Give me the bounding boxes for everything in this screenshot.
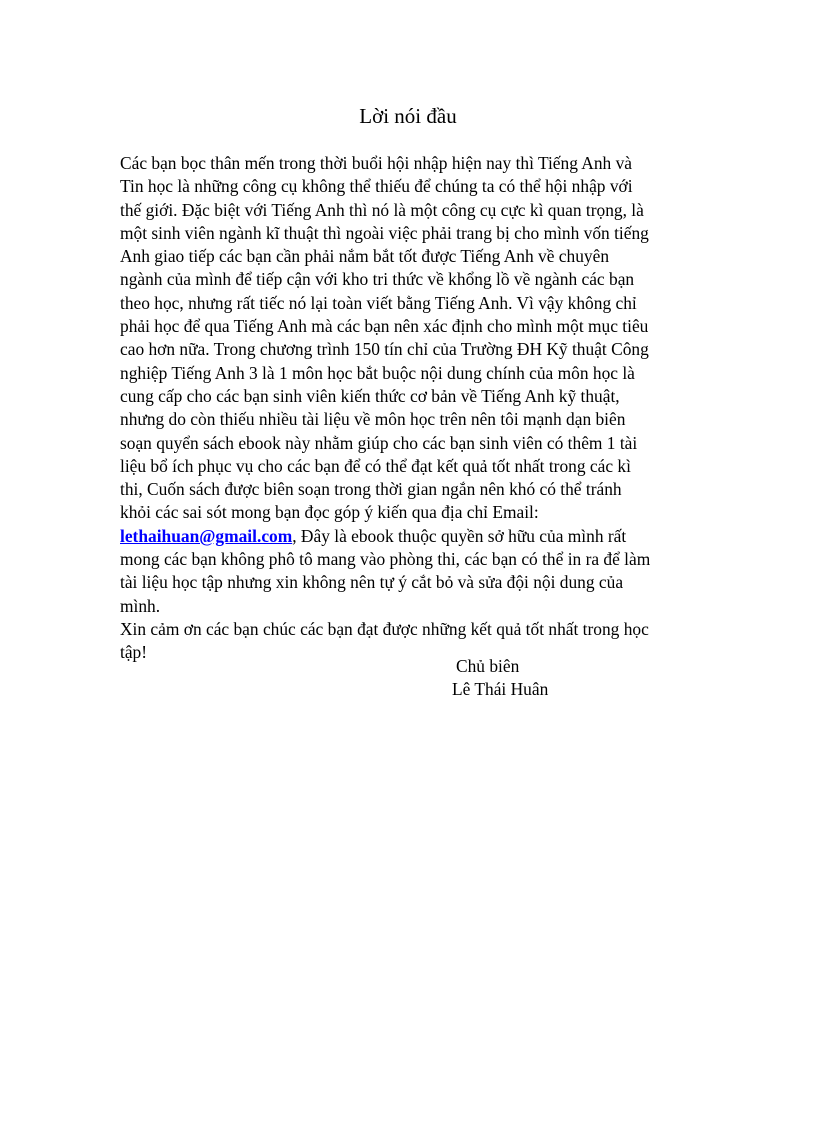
signature-block — [452, 655, 548, 702]
email-link[interactable]: lethaihuan@gmail.com — [120, 525, 293, 546]
body-line-21: Xin cảm ơn các bạn chúc các bạn đạt được những kết quả tốt nhất trong học — [120, 618, 649, 639]
body-line-2: Tin học là những công cụ không thể thiếu để chúng ta có thể hội nhập với — [120, 176, 633, 197]
signature-name: Lê Thái Huân — [452, 679, 549, 700]
body-line-5: Anh giao tiếp các bạn cần phải nắm bắt tốt được Tiếng Anh về chuyên — [120, 246, 610, 267]
body-line-18: mong các bạn không phô tô mang vào phòng thi, các bạn có thể in ra để làm — [120, 549, 651, 570]
body-line-7: theo học, nhưng rất tiếc nó lại toàn viết bằng Tiếng Anh. Vì vậy không chỉ — [120, 292, 637, 313]
body-line-15: thi, Cuốn sách được biên soạn trong thời gian ngắn nên khó có thể tránh — [120, 479, 622, 500]
body-line-9: cao hơn nữa. Trong chương trình 150 tín chỉ của Trường ĐH Kỹ thuật Công — [120, 339, 649, 360]
body-line-14: liệu bổ ích phục vụ cho các bạn để có thể đạt kết quả tốt nhất trong các kì — [120, 455, 631, 476]
body-line-12: nhưng do còn thiếu nhiều tài liệu về môn học trên nên tôi mạnh dạn biên — [120, 409, 626, 430]
body-line-16: khỏi các sai sót mong bạn đọc góp ý kiến qua địa chỉ Email: — [120, 502, 539, 523]
body-line-20: mình. — [120, 595, 161, 616]
body-line-1: Các bạn bọc thân mến trong thời buổi hội nhập hiện nay thì Tiếng Anh và — [120, 153, 633, 173]
email-line-suffix: , Đây là ebook thuộc quyền sở hữu của mình rất — [292, 525, 627, 546]
page-title: Lời nói đầu — [359, 104, 457, 128]
body-line-11: cung cấp cho các bạn sinh viên kiến thức cơ bản về Tiếng Anh kỹ thuật, — [120, 385, 620, 406]
body-line-8: phải học để qua Tiếng Anh mà các bạn nên xác định cho mình một mục tiêu — [120, 316, 649, 337]
signature-role: Chủ biên — [456, 656, 520, 676]
preface-body — [120, 152, 700, 665]
body-line-4: một sinh viên ngành kĩ thuật thì ngoài việc phải trang bị cho mình vốn tiếng — [120, 222, 649, 243]
email-line — [120, 525, 700, 548]
body-line-22: tập! — [120, 642, 148, 663]
body-line-6: ngành của mình để tiếp cận với kho tri thức về khổng lồ về ngành các bạn — [120, 269, 635, 290]
body-line-19: tài liệu học tập nhưng xin không nên tự ý cắt bỏ và sửa đội nội dung của — [120, 572, 624, 593]
body-line-10: nghiệp Tiếng Anh 3 là 1 môn học bắt buộc nội dung chính của môn học là — [120, 362, 635, 383]
body-line-13: soạn quyển sách ebook này nhằm giúp cho các bạn sinh viên có thêm 1 tài — [120, 432, 638, 453]
body-line-3: thế giới. Đặc biệt với Tiếng Anh thì nó là một công cụ cực kì quan trọng, là — [120, 199, 644, 220]
